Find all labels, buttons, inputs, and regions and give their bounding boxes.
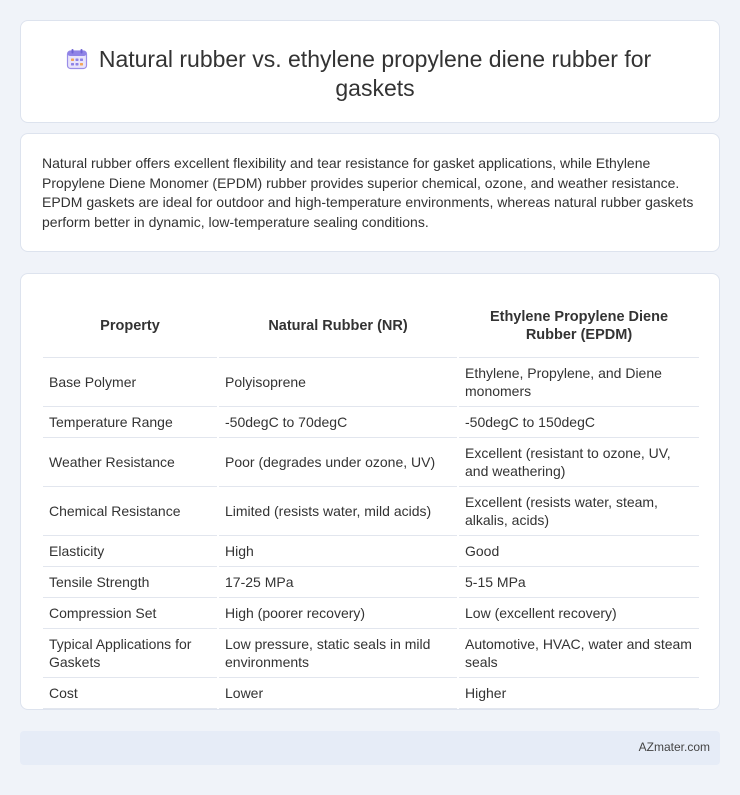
property-cell: Weather Resistance	[43, 437, 218, 486]
intro-paragraph: Natural rubber offers excellent flexibility and tear resistance for gasket applications, while Ethylene Propylene Diene Monomer (EPDM) rubber provides superior chemical, ozone, and weather resistance. EPDM gaskets are ideal for outdoor and high-temperature environments, whereas natural rubber gaskets perform better in dynamic, low-temperature sealing conditions.	[42, 155, 694, 230]
nr-cell: Low pressure, static seals in mild environments	[218, 628, 458, 677]
nr-cell: -50degC to 70degC	[218, 406, 458, 437]
nr-cell: Poor (degrades under ozone, UV)	[218, 437, 458, 486]
nr-cell: High	[218, 535, 458, 566]
page-title: Natural rubber vs. ethylene propylene diene rubber for gaskets	[98, 46, 652, 101]
epdm-cell: Automotive, HVAC, water and steam seals	[458, 628, 699, 677]
property-cell: Temperature Range	[43, 406, 218, 437]
table-row	[43, 357, 699, 406]
table-row	[43, 535, 699, 566]
footer-brand: AZmater.com	[638, 740, 710, 754]
property-cell: Elasticity	[43, 535, 218, 566]
table-row	[43, 566, 699, 597]
table-row	[43, 486, 699, 535]
property-cell: Typical Applications for Gaskets	[43, 628, 218, 677]
comparison-card	[20, 273, 720, 710]
comparison-table	[43, 295, 699, 709]
table-row	[43, 437, 699, 486]
epdm-cell: 5-15 MPa	[458, 566, 699, 597]
property-cell: Compression Set	[43, 597, 218, 628]
epdm-cell: -50degC to 150degC	[458, 406, 699, 437]
epdm-cell: Good	[458, 535, 699, 566]
property-cell: Base Polymer	[43, 357, 218, 406]
table-row	[43, 406, 699, 437]
title-card	[20, 20, 720, 123]
property-cell: Cost	[43, 677, 218, 708]
nr-cell: 17-25 MPa	[218, 566, 458, 597]
header-property: Property	[43, 295, 218, 357]
footer-bar	[20, 731, 720, 765]
nr-cell: Lower	[218, 677, 458, 708]
property-cell: Tensile Strength	[43, 566, 218, 597]
intro-card	[20, 133, 720, 252]
epdm-cell: Low (excellent recovery)	[458, 597, 699, 628]
epdm-cell: Excellent (resists water, steam, alkalis, acids)	[458, 486, 699, 535]
epdm-cell: Higher	[458, 677, 699, 708]
epdm-cell: Ethylene, Propylene, and Diene monomers	[458, 357, 699, 406]
table-row	[43, 597, 699, 628]
header-natural-rubber: Natural Rubber (NR)	[218, 295, 458, 357]
table-row	[43, 628, 699, 677]
nr-cell: Limited (resists water, mild acids)	[218, 486, 458, 535]
table-header-row	[43, 295, 699, 357]
header-epdm: Ethylene Propylene Diene Rubber (EPDM)	[458, 295, 699, 357]
nr-cell: Polyisoprene	[218, 357, 458, 406]
nr-cell: High (poorer recovery)	[218, 597, 458, 628]
epdm-cell: Excellent (resistant to ozone, UV, and weathering)	[458, 437, 699, 486]
property-cell: Chemical Resistance	[43, 486, 218, 535]
table-row	[43, 677, 699, 708]
